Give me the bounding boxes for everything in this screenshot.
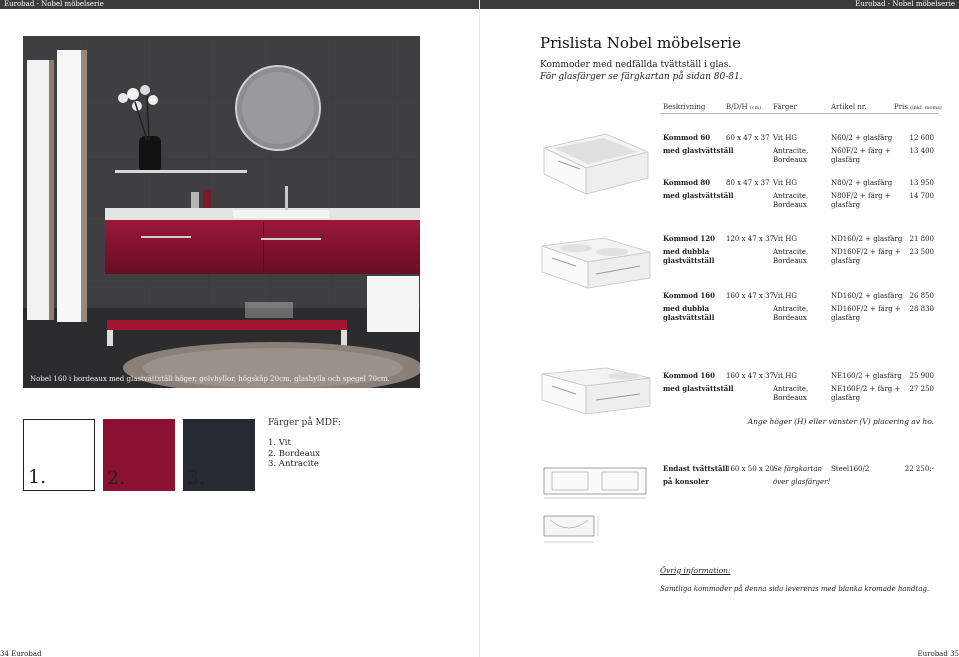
product-color: Vit HG (773, 134, 797, 142)
photo-caption: Nobel 160 i bordeaux med glastvättställ höger, golvhyllor, högskåp 20cm, glashylla och spegel 70cm. (30, 375, 390, 383)
col-header-price (894, 103, 942, 111)
page-number: 35 (950, 650, 959, 657)
product-dims: 120 x 47 x 37 (726, 235, 774, 243)
page-title: Prislista Nobel möbelserie (540, 34, 741, 52)
col-header-price-unit: (inkl. moms) (910, 105, 942, 111)
product-color: Bordeaux (773, 314, 807, 322)
product-color: Antracite, (773, 305, 809, 313)
product-article: NE160F/2 + färg + (831, 385, 901, 393)
product-color: Bordeaux (773, 156, 807, 164)
product-price: 28 830 (909, 305, 934, 313)
product-article: glasfärg (831, 257, 861, 265)
product-article: ND160F/2 + färg + (831, 248, 901, 256)
basin-desc: på konsoler (663, 477, 709, 486)
product-color: Antracite, (773, 248, 809, 256)
product-desc: med glastvättställ (663, 191, 734, 200)
product-color: Bordeaux (773, 394, 807, 402)
technical-drawing (538, 462, 654, 546)
product-desc: med glastvättställ (663, 146, 734, 155)
header-left: Eurobad - Nobel möbelserie (0, 0, 479, 9)
page-number: 34 (0, 650, 9, 657)
product-image-kommod-120 (540, 236, 652, 292)
product-article: ND160/2 + glasfärg (831, 235, 903, 243)
product-name: Kommod 160 (663, 371, 716, 380)
basin-name: Endast tvättställ (663, 464, 728, 473)
swatch-antracite (183, 419, 255, 491)
page-subtitle (540, 59, 743, 83)
footer-right (918, 650, 959, 657)
product-color: Bordeaux (773, 257, 807, 265)
col-header-colors: Färger (773, 103, 797, 111)
product-article: glasfärg (831, 314, 861, 322)
product-article: glasfärg (831, 394, 861, 402)
swatch-label: 2. (107, 467, 126, 489)
product-image-kommod-160 (540, 366, 652, 418)
colors-list (268, 438, 320, 470)
product-article: ND160/2 + glasfärg (831, 292, 903, 300)
product-color: Vit HG (773, 292, 797, 300)
bathroom-photo (23, 36, 420, 388)
product-article: ND160F/2 + färg + (831, 305, 901, 313)
product-desc: glastvättställ (663, 256, 715, 265)
swatch-label: 1. (28, 466, 47, 488)
col-header-article: Artikel nr. (831, 103, 867, 111)
col-header-desc: Beskrivning (663, 103, 706, 111)
color-item: 2. Bordeaux (268, 448, 321, 459)
product-article: N60/2 + glasfärg (831, 134, 893, 142)
colors-title: Färger på MDF: (268, 418, 341, 428)
color-item: 1. Vit (268, 438, 291, 448)
other-info-title: Övrig information: (660, 566, 731, 575)
product-article: glasfärg (831, 156, 861, 164)
placement-note: Ange höger (H) eller vänster (V) placering av ho. (747, 417, 934, 426)
swatch-bordeaux (103, 419, 175, 491)
product-color: Antracite, (773, 147, 809, 155)
product-color: Vit HG (773, 372, 797, 380)
header-rule (660, 113, 939, 114)
product-article: glasfärg (831, 201, 861, 209)
col-header-dims-unit: (cm) (749, 105, 762, 111)
product-desc: med glastvättställ (663, 384, 734, 393)
subtitle-line: Kommoder med nedfällda tvättställ i glas. (540, 60, 732, 70)
product-color: Antracite, (773, 385, 809, 393)
page-spine (479, 0, 480, 657)
basin-dims: 160 x 50 x 20 (726, 465, 774, 473)
product-price: 13 950 (909, 179, 934, 187)
product-dims: 160 x 47 x 37 (726, 292, 774, 300)
product-desc: med dubbla (663, 247, 710, 256)
basin-color: Se färgkartan (773, 465, 823, 473)
product-name: Kommod 60 (663, 133, 711, 142)
product-name: Kommod 160 (663, 291, 716, 300)
product-price: 14 700 (909, 192, 934, 200)
product-price: 23 500 (909, 248, 934, 256)
product-color: Vit HG (773, 179, 797, 187)
footer-left (0, 650, 41, 657)
product-color: Vit HG (773, 235, 797, 243)
product-dims: 60 x 47 x 37 (726, 134, 770, 142)
product-price: 12 600 (909, 134, 934, 142)
subtitle-italic: För glasfärger se färgkartan på sidan 80-81. (540, 72, 743, 82)
product-desc: med dubbla (663, 304, 710, 313)
product-price: 21 800 (909, 235, 934, 243)
product-image-kommod-60 (540, 128, 652, 198)
product-price: 26 850 (909, 292, 934, 300)
product-article: NE160/2 + glasfärg (831, 372, 902, 380)
product-desc: glastvättställ (663, 313, 715, 322)
product-name: Kommod 80 (663, 178, 711, 187)
bathroom-illustration (23, 36, 420, 388)
basin-price: 22 250:- (904, 465, 934, 473)
color-item: 3. Antracite (268, 459, 319, 469)
footer-brand: Eurobad (917, 650, 948, 657)
product-color: Bordeaux (773, 201, 807, 209)
header-right: Eurobad - Nobel möbelserie (480, 0, 959, 9)
product-article: N80/2 + glasfärg (831, 179, 893, 187)
col-header-dims (726, 103, 761, 111)
basin-article: Steel160/2 (831, 465, 870, 473)
basin-color: över glasfärger! (773, 478, 831, 486)
product-color: Antracite, (773, 192, 809, 200)
product-price: 13 400 (909, 147, 934, 155)
col-header-price-label: Pris (894, 103, 908, 111)
swatch-label: 3. (187, 467, 206, 489)
product-name: Kommod 120 (663, 234, 716, 243)
product-price: 27 250 (909, 385, 934, 393)
other-info-text: Samtliga kommoder på denna sida levereras med blanka kromade handtag. (660, 585, 930, 593)
col-header-dims-label: B/D/H (726, 103, 748, 111)
product-dims: 80 x 47 x 37 (726, 179, 770, 187)
product-article: N60F/2 + färg + (831, 147, 891, 155)
swatch-white (23, 419, 95, 491)
footer-brand: Eurobad (11, 650, 42, 657)
product-article: N80F/2 + färg + (831, 192, 891, 200)
product-price: 25 900 (909, 372, 934, 380)
product-dims: 160 x 47 x 37 (726, 372, 774, 380)
